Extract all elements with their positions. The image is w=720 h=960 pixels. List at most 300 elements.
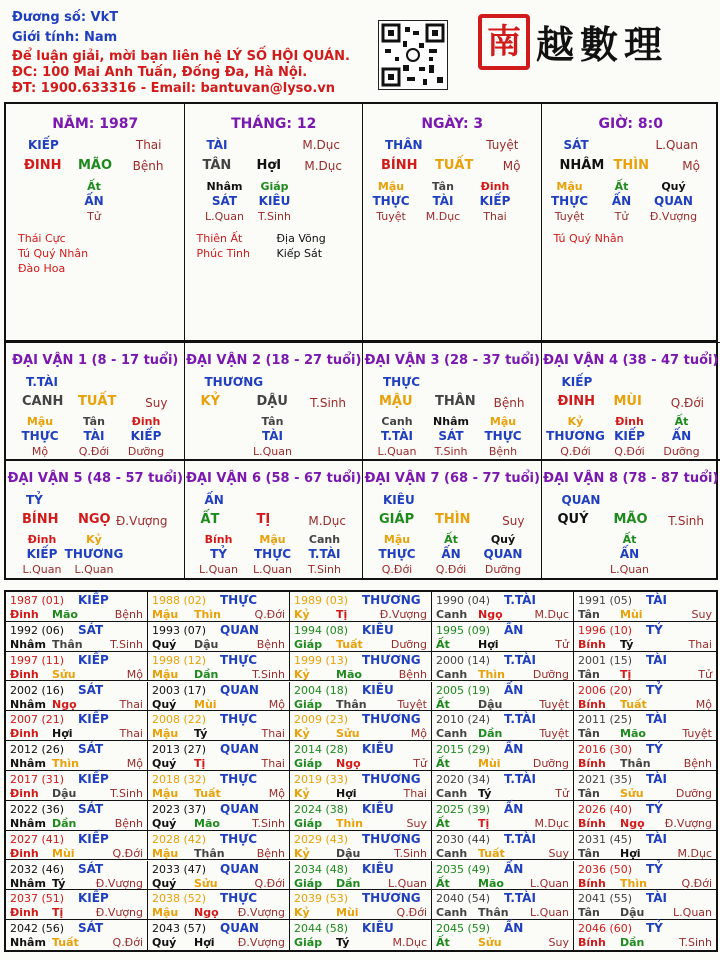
year-chi: Tý xyxy=(478,787,492,800)
year-star: ẤN xyxy=(504,861,524,876)
year-life: T.Sinh xyxy=(252,667,285,681)
hidden-star: T.TÀI xyxy=(308,547,341,561)
year-label: 2036 (50) xyxy=(578,862,633,876)
pillar-title: GIỜ: 8:0 xyxy=(598,116,663,132)
pillar-cell xyxy=(6,104,185,342)
dai-van-title: ĐẠI VẬN 7 (68 - 77 tuổi) xyxy=(364,471,540,486)
year-chi: Tị xyxy=(478,816,490,830)
year-can: Kỷ xyxy=(294,727,310,741)
year-chi: Ngọ xyxy=(336,757,361,771)
contact-line: Để luận giải, mời bạn liên hệ LÝ SỐ HỘI QUÁN. xyxy=(12,49,350,64)
year-star: KIẾP xyxy=(78,891,109,906)
year-chi: Mùi xyxy=(194,697,217,711)
year-cell xyxy=(574,622,716,652)
year-life: Đ.Vượng xyxy=(664,816,712,830)
year-life: Tuyệt xyxy=(682,727,712,741)
hidden-can: Canh xyxy=(308,533,341,546)
year-star: QUAN xyxy=(220,622,259,637)
dai-van-cell xyxy=(185,460,364,578)
year-label: 2006 (20) xyxy=(578,683,633,697)
dai-van-can: BÍNH xyxy=(22,512,59,527)
hidden-life: Dưỡng xyxy=(127,445,165,458)
than-sat-item: Tú Quý Nhân xyxy=(18,247,89,260)
year-chi: Hợi xyxy=(194,936,215,950)
year-star: KIÊU xyxy=(362,682,394,697)
dai-van-title: ĐẠI VẬN 6 (58 - 67 tuổi) xyxy=(186,471,362,486)
year-star: T.TÀI xyxy=(504,593,536,607)
year-chi: Dậu xyxy=(336,846,361,860)
year-cell xyxy=(432,622,574,652)
year-star: THƯƠNG xyxy=(362,891,421,906)
hidden-can: Mậu xyxy=(377,180,405,193)
year-cell xyxy=(432,831,574,861)
year-life: Mộ xyxy=(268,697,285,711)
year-chi: Ngọ xyxy=(194,906,219,920)
year-chi: Mão xyxy=(52,608,78,621)
year-chi: Ngọ xyxy=(620,816,645,830)
year-label: 2034 (48) xyxy=(294,862,349,876)
hidden-star: ẤN xyxy=(611,194,632,208)
year-label: 2003 (17) xyxy=(152,683,207,697)
pillars-grid xyxy=(4,102,718,342)
year-star: KIẾP xyxy=(78,712,109,727)
hidden-life: Q.Đới xyxy=(435,563,467,576)
year-life: Suy xyxy=(406,816,427,830)
year-chi: Dậu xyxy=(620,906,645,920)
year-star: KIẾP xyxy=(78,831,109,846)
year-label: 1998 (12) xyxy=(152,653,207,667)
hidden-star: ẤN xyxy=(671,429,692,443)
dai-van-title: ĐẠI VẬN 8 (78 - 87 tuổi) xyxy=(543,471,719,486)
year-star: TÀI xyxy=(646,652,668,667)
hidden-can: Mậu xyxy=(556,180,583,193)
hidden-star: TỶ xyxy=(210,547,227,561)
year-life: Suy xyxy=(548,936,569,950)
year-life: Tử xyxy=(555,637,569,651)
year-star: THƯƠNG xyxy=(362,772,421,786)
hidden-can: Canh xyxy=(381,415,413,428)
address-line: ĐC: 100 Mai Anh Tuấn, Đống Đa, Hà Nội. xyxy=(12,65,308,80)
year-cell xyxy=(148,920,290,950)
pillar-star: TÀI xyxy=(206,138,228,152)
year-star: KIÊU xyxy=(362,921,394,936)
year-life: Tuyệt xyxy=(539,697,569,711)
year-label: 2041 (55) xyxy=(578,892,633,906)
year-life: Đ.Vượng xyxy=(237,906,285,920)
year-chi: Hợi xyxy=(336,787,357,800)
hidden-star: THỰC xyxy=(21,429,59,443)
year-chi: Thân xyxy=(336,697,367,711)
year-can: Giáp xyxy=(294,936,323,950)
hidden-life: L.Quan xyxy=(610,563,649,576)
year-star: THƯƠNG xyxy=(362,831,421,846)
year-cell xyxy=(574,771,716,801)
hidden-star: TÀI xyxy=(83,429,105,443)
pillar-star-life: L.Quan xyxy=(655,138,698,152)
year-label: 2037 (51) xyxy=(10,892,65,906)
hidden-can: Quý xyxy=(661,180,686,193)
year-life: Bệnh xyxy=(114,816,143,830)
year-cell xyxy=(6,831,148,861)
hidden-life: Q.Đới xyxy=(560,445,591,458)
year-chi: Tuất xyxy=(336,637,363,651)
year-can: Đinh xyxy=(10,727,39,741)
year-life: Q.Đới xyxy=(396,906,427,920)
year-label: 1996 (10) xyxy=(578,623,633,637)
than-sat-item: Địa Võng xyxy=(276,232,326,245)
hidden-can: Đinh xyxy=(27,533,57,546)
year-cell xyxy=(290,741,432,771)
year-cell xyxy=(432,652,574,682)
year-star: KIÊU xyxy=(362,801,394,816)
year-life: Bệnh xyxy=(114,608,143,621)
hidden-star: QUAN xyxy=(483,547,523,561)
hidden-can: Tân xyxy=(261,415,284,428)
hidden-star: THỰC xyxy=(550,194,589,208)
than-sat-item: Phúc Tinh xyxy=(196,247,251,260)
red-seal-stamp: 南 xyxy=(478,14,530,70)
dai-van-can: ĐINH xyxy=(557,394,595,409)
year-chi: Mùi xyxy=(478,757,501,771)
hidden-star: SÁT xyxy=(438,429,464,443)
year-cell xyxy=(148,741,290,771)
than-sat-item: Kiếp Sát xyxy=(276,247,323,260)
dai-van-star: KIÊU xyxy=(383,493,415,507)
year-star: ẤN xyxy=(504,742,524,757)
year-label: 1990 (04) xyxy=(436,594,491,607)
pillar-chi: MÃO xyxy=(78,158,113,173)
dai-van-can: MẬU xyxy=(379,394,413,409)
year-cell xyxy=(574,652,716,682)
year-chi: Tuất xyxy=(620,697,647,711)
year-label: 2039 (53) xyxy=(294,892,349,906)
year-star: ẤN xyxy=(504,801,524,816)
year-label: 2040 (54) xyxy=(436,892,491,906)
dai-van-life: T.Sinh xyxy=(310,396,346,410)
year-chi: Dậu xyxy=(478,697,503,711)
dai-van-life: Suy xyxy=(145,396,168,410)
hidden-star: TÀI xyxy=(432,194,454,208)
year-life: Suy xyxy=(548,846,569,860)
hidden-can: Mậu xyxy=(383,533,411,546)
year-can: Ất xyxy=(436,816,450,830)
hidden-star: KIẾP xyxy=(614,429,645,443)
year-life: M.Dục xyxy=(534,608,569,621)
year-label: 1995 (09) xyxy=(436,623,491,637)
dai-van-grid xyxy=(4,342,718,580)
year-star: TỶ xyxy=(646,622,663,637)
pillar-life: Mộ xyxy=(502,159,521,173)
hidden-can: Ất xyxy=(444,533,458,546)
year-star: TỶ xyxy=(646,801,663,816)
year-cell xyxy=(574,711,716,741)
year-can: Quý xyxy=(152,637,177,651)
hidden-can: Đinh xyxy=(131,415,161,428)
year-life: T.Sinh xyxy=(252,816,285,830)
year-chi: Sửu xyxy=(336,727,360,741)
year-chi: Tuất xyxy=(194,787,221,800)
pillar-can: ĐINH xyxy=(24,158,62,173)
year-cell xyxy=(148,801,290,831)
year-star: TỶ xyxy=(646,921,663,936)
dai-van-chi: NGỌ xyxy=(78,512,111,527)
year-label: 1992 (06) xyxy=(10,623,65,637)
hidden-can: Mậu xyxy=(489,415,517,428)
year-cell xyxy=(290,711,432,741)
dai-van-title: ĐẠI VẬN 1 (8 - 17 tuổi) xyxy=(12,353,179,368)
brand-logo: 越數理 xyxy=(536,22,669,67)
year-cell xyxy=(432,771,574,801)
year-star: ẤN xyxy=(504,682,524,697)
year-label: 2020 (34) xyxy=(436,773,491,786)
year-life: Mộ xyxy=(268,787,285,800)
dai-van-star: THỰC xyxy=(383,375,421,389)
year-cell xyxy=(290,890,432,920)
year-chi: Tý xyxy=(194,727,208,741)
hidden-can: Ất xyxy=(674,415,689,428)
year-star: QUAN xyxy=(220,682,259,697)
year-star: T.TÀI xyxy=(504,712,536,727)
hidden-life: Thai xyxy=(483,210,507,223)
year-label: 1989 (03) xyxy=(294,594,349,607)
year-life: Thai xyxy=(403,787,427,800)
year-life: L.Quan xyxy=(530,876,569,890)
dai-van-title: ĐẠI VẬN 5 (48 - 57 tuổi) xyxy=(7,471,183,486)
year-star: KIẾP xyxy=(78,772,109,786)
dai-van-title: ĐẠI VẬN 3 (28 - 37 tuổi) xyxy=(364,353,540,368)
year-can: Ất xyxy=(436,637,450,651)
year-label: 1994 (08) xyxy=(294,623,349,637)
year-label: 2038 (52) xyxy=(152,892,207,906)
year-label: 2016 (30) xyxy=(578,743,633,757)
year-cell xyxy=(6,920,148,950)
year-chi: Dần xyxy=(194,667,219,681)
year-chi: Mùi xyxy=(336,906,359,920)
year-life: Q.Đới xyxy=(112,846,143,860)
hidden-star: KIẾP xyxy=(26,547,58,561)
hidden-life: L.Quan xyxy=(22,563,62,576)
hidden-can: Ất xyxy=(614,180,629,193)
year-chi: Tị xyxy=(620,667,632,681)
year-star: SÁT xyxy=(78,742,104,757)
year-label: 2042 (56) xyxy=(10,922,65,936)
year-can: Tân xyxy=(578,667,600,681)
year-star: SÁT xyxy=(78,622,104,637)
year-star: KIÊU xyxy=(362,861,394,876)
year-star: SÁT xyxy=(78,921,104,936)
year-chi: Thìn xyxy=(336,816,363,830)
hidden-life: Bệnh xyxy=(488,445,518,458)
year-label: 2025 (39) xyxy=(436,802,491,816)
year-label: 2002 (16) xyxy=(10,683,65,697)
year-can: Đinh xyxy=(10,906,39,920)
dai-van-life: T.Sinh xyxy=(668,514,704,528)
year-star: THỰC xyxy=(220,652,258,667)
hidden-can: Nhâm xyxy=(206,180,243,193)
year-can: Đinh xyxy=(10,846,39,860)
pillar-life: Bệnh xyxy=(132,159,164,173)
year-chi: Sửu xyxy=(52,667,76,681)
year-life: M.Dục xyxy=(534,816,569,830)
year-life: Thai xyxy=(261,727,285,741)
hidden-can: Đinh xyxy=(615,415,644,428)
year-chi: Thân xyxy=(478,906,509,920)
year-can: Giáp xyxy=(294,757,323,771)
dai-van-cell xyxy=(542,342,720,460)
dai-van-chi: MÙI xyxy=(613,394,642,409)
hidden-life: M.Dục xyxy=(425,210,461,223)
hidden-star: THỰC xyxy=(372,194,410,208)
year-life: Tử xyxy=(698,667,712,681)
hidden-can: Tân xyxy=(432,180,454,193)
dai-van-title: ĐẠI VẬN 2 (18 - 27 tuổi) xyxy=(186,353,362,368)
year-star: KIÊU xyxy=(362,622,394,637)
year-label: 2023 (37) xyxy=(152,802,207,816)
year-chi: Thân xyxy=(620,757,651,771)
pillar-title: NGÀY: 3 xyxy=(421,116,484,132)
than-sat-item: Tú Quý Nhân xyxy=(553,232,624,245)
year-life: M.Dục xyxy=(392,936,427,950)
hidden-life: Tử xyxy=(87,210,101,223)
dai-van-chi: DẬU xyxy=(256,394,288,409)
year-can: Kỷ xyxy=(294,906,310,920)
year-star: TÀI xyxy=(646,593,668,607)
dai-van-star: ẤN xyxy=(204,493,224,507)
year-life: T.Sinh xyxy=(110,637,143,651)
year-can: Canh xyxy=(436,667,468,681)
hidden-can: Đinh xyxy=(480,180,510,193)
year-life: Dưỡng xyxy=(532,667,569,681)
year-can: Canh xyxy=(436,727,468,741)
year-chi: Tuất xyxy=(478,846,505,860)
year-chi: Dần xyxy=(620,936,645,950)
hidden-life: Q.Đới xyxy=(78,445,110,458)
year-chi: Tý xyxy=(52,876,66,890)
year-can: Canh xyxy=(436,846,468,860)
hidden-life: T.Sinh xyxy=(308,563,341,576)
year-label: 2014 (28) xyxy=(294,743,349,757)
year-can: Tân xyxy=(578,787,600,800)
dai-van-cell xyxy=(363,342,542,460)
year-chi: Sửu xyxy=(620,787,644,800)
year-star: TỶ xyxy=(646,861,663,876)
year-can: Nhâm xyxy=(10,876,46,890)
year-life: T.Sinh xyxy=(110,787,143,800)
dai-van-star: TỶ xyxy=(26,493,43,507)
year-star: THỰC xyxy=(220,772,258,786)
hidden-star: QUAN xyxy=(654,194,693,208)
hidden-life: Đ.Vượng xyxy=(649,210,698,223)
year-star: THƯƠNG xyxy=(362,593,421,607)
year-label: 2030 (44) xyxy=(436,832,491,846)
year-star: QUAN xyxy=(220,801,259,816)
hidden-can: Kỷ xyxy=(86,533,102,546)
year-label: 2028 (42) xyxy=(152,832,207,846)
year-life: Bệnh xyxy=(256,637,285,651)
year-life: Tử xyxy=(413,757,427,771)
hidden-star: THƯƠNG xyxy=(546,429,605,443)
year-can: Ất xyxy=(436,697,450,711)
year-star: THƯƠNG xyxy=(362,712,421,727)
year-can: Tân xyxy=(578,727,600,741)
year-can: Bính xyxy=(578,637,606,651)
year-chi: Mão xyxy=(194,816,220,830)
year-star: T.TÀI xyxy=(504,772,536,786)
year-label: 2031 (45) xyxy=(578,832,633,846)
dai-van-chi: MÃO xyxy=(613,512,648,527)
year-chi: Dần xyxy=(336,876,361,890)
hidden-life: Q.Đới xyxy=(381,563,413,576)
hidden-star: THƯƠNG xyxy=(64,547,124,561)
header xyxy=(0,0,720,100)
hidden-can: Giáp xyxy=(260,180,289,193)
year-star: ẤN xyxy=(504,622,524,637)
dai-van-star: THƯƠNG xyxy=(204,375,264,389)
hidden-can: Mậu xyxy=(26,415,54,428)
year-life: Mộ xyxy=(410,727,427,741)
hidden-life: L.Quan xyxy=(253,445,292,458)
pillar-chi: THÌN xyxy=(613,158,649,173)
hidden-life: Q.Đới xyxy=(614,445,645,458)
year-can: Bính xyxy=(578,816,606,830)
year-life: Dưỡng xyxy=(532,757,569,771)
year-cell xyxy=(148,592,290,622)
year-chi: Sửu xyxy=(194,876,218,890)
year-star: THƯƠNG xyxy=(362,652,421,667)
year-can: Nhâm xyxy=(10,757,46,771)
year-can: Bính xyxy=(578,697,606,711)
year-can: Quý xyxy=(152,876,177,890)
year-can: Đinh xyxy=(10,787,39,800)
year-cell xyxy=(574,801,716,831)
year-life: Tuyệt xyxy=(397,697,427,711)
year-life: L.Quan xyxy=(530,906,569,920)
year-chi: Tị xyxy=(336,608,348,621)
year-life: Thai xyxy=(688,637,712,651)
year-life: Q.Đới xyxy=(681,876,712,890)
than-sat-item: Thái Cực xyxy=(18,232,66,245)
year-label: 2021 (35) xyxy=(578,773,633,786)
year-star: QUAN xyxy=(220,861,259,876)
year-label: 2035 (49) xyxy=(436,862,491,876)
hidden-star: THỰC xyxy=(253,547,292,561)
pillar-title: NĂM: 1987 xyxy=(52,116,139,132)
year-life: Tử xyxy=(555,787,569,800)
dai-van-star: KIẾP xyxy=(561,375,593,389)
year-cell xyxy=(432,711,574,741)
year-cell xyxy=(290,920,432,950)
hidden-can: Ất xyxy=(622,533,637,546)
dai-van-can: KỶ xyxy=(200,394,220,409)
year-label: 2033 (47) xyxy=(152,862,207,876)
year-life: Tuyệt xyxy=(539,727,569,741)
year-chi: Mùi xyxy=(52,846,75,860)
year-cell xyxy=(6,801,148,831)
year-cell xyxy=(6,682,148,712)
year-life: Đ.Vượng xyxy=(237,936,285,950)
year-label: 2022 (36) xyxy=(10,802,65,816)
dai-van-cell xyxy=(185,342,364,460)
year-can: Tân xyxy=(578,846,600,860)
year-chi: Hợi xyxy=(52,727,73,741)
year-star: KIÊU xyxy=(362,742,394,757)
year-label: 1993 (07) xyxy=(152,623,207,637)
year-cell xyxy=(432,592,574,622)
year-cell xyxy=(148,682,290,712)
hidden-star: SÁT xyxy=(211,194,238,208)
dai-van-cell xyxy=(542,460,720,578)
hidden-can: Kỷ xyxy=(567,415,584,428)
